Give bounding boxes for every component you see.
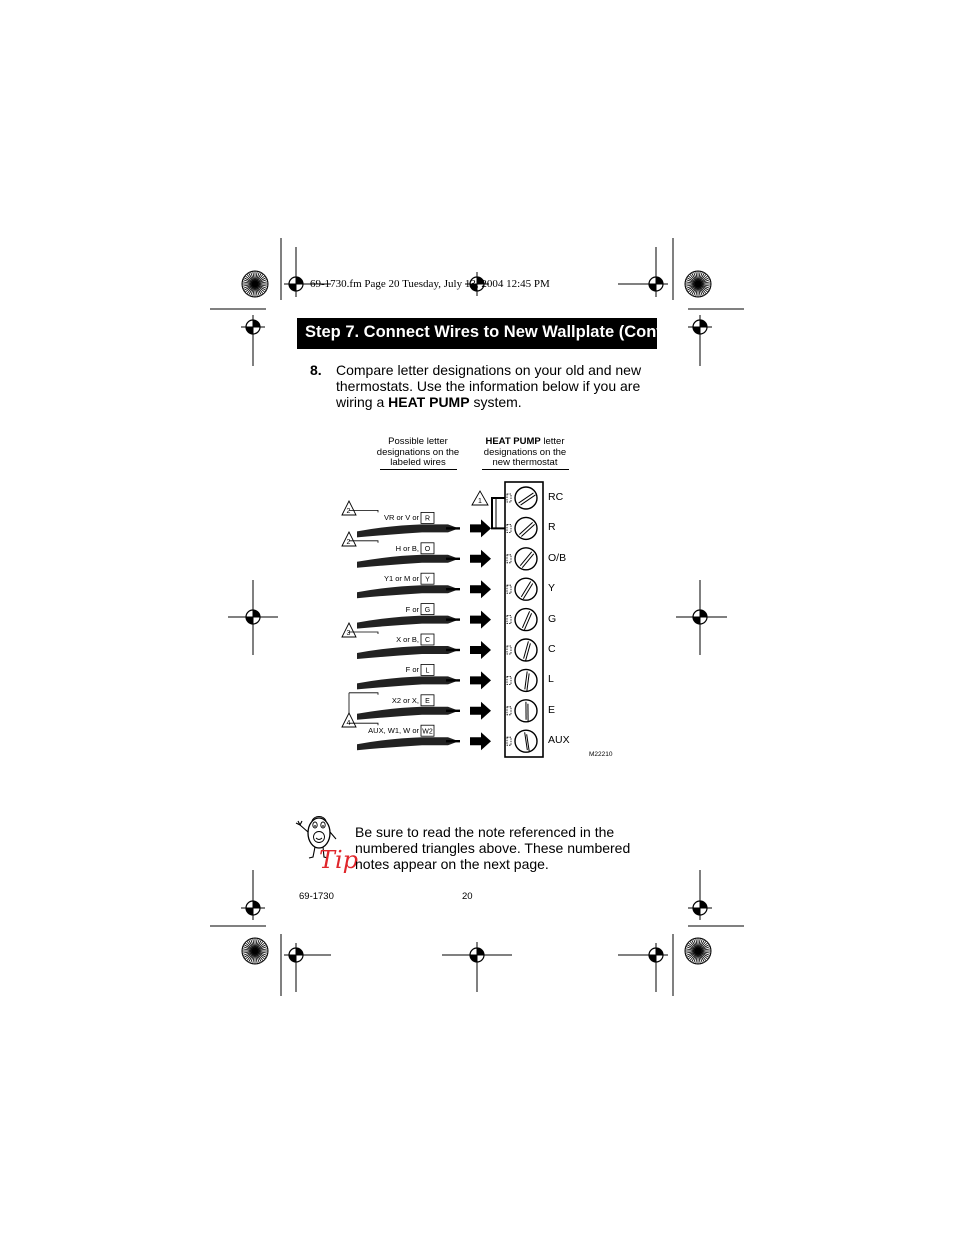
figure-id: M22210 (589, 751, 613, 758)
tip-text: Be sure to read the note referenced in the numbered triangles above. These numbered notes appear on the next page. (355, 824, 631, 872)
terminal-screw (515, 730, 537, 752)
terminal-screw (515, 487, 537, 509)
wire-label: AUX, W1, W or (368, 726, 419, 736)
terminal-label: AUX (548, 734, 570, 747)
wire-tag: W2 (422, 728, 433, 736)
note-triangle (342, 532, 356, 546)
wire-label: X2 or X, (391, 695, 419, 705)
wire (357, 707, 456, 720)
note-triangle (342, 713, 356, 727)
terminal-screw (515, 578, 537, 600)
wire-label: VR or V or (383, 513, 419, 523)
wire (357, 676, 456, 689)
wire-arrow (470, 580, 491, 598)
wire (357, 555, 456, 568)
terminal-screw (515, 669, 537, 691)
wire (357, 616, 456, 629)
wire-label: X or B, (396, 635, 419, 644)
wire-arrow (470, 611, 491, 629)
note-triangle-1-number: 1 (478, 498, 482, 505)
note-triangle-number: 4 (346, 720, 351, 727)
header-right-bold: HEAT PUMP (485, 436, 541, 447)
wire-arrow (470, 702, 491, 720)
note-leader (349, 693, 378, 713)
wire (357, 585, 456, 598)
note-triangle-1 (472, 491, 488, 505)
note-leader (349, 501, 378, 512)
terminal-label: Y (548, 582, 556, 595)
wire-tag: E (425, 698, 430, 705)
wire-arrow (470, 641, 491, 659)
terminal-screw (515, 517, 537, 539)
terminal-label: C (548, 643, 556, 655)
wire-label: Y1 or M or (383, 574, 419, 584)
header-right-rest: letter designations on the new thermostat (483, 436, 567, 468)
step-text-before: Compare letter designations on your old and new thermostats. Use the information below if you are wiring a (336, 362, 642, 410)
wire (357, 646, 456, 659)
wire (357, 737, 456, 750)
note-triangle-number: 3 (346, 630, 351, 637)
wire-tag: R (424, 515, 431, 523)
footer-page-number: 20 (462, 891, 473, 902)
wire-arrow (470, 550, 491, 568)
terminal-label: G (548, 612, 557, 625)
section-title: Step 7. Connect Wires to New Wallplate (Cont) (305, 323, 668, 341)
wire-tag: L (425, 667, 430, 675)
terminal-screw (515, 609, 537, 631)
terminal-screw (515, 700, 537, 722)
wire (357, 524, 456, 537)
note-triangle (342, 501, 356, 515)
step-text-bold: HEAT PUMP (388, 394, 470, 410)
wire-label: F or (405, 665, 419, 675)
wire-tag: G (424, 606, 431, 614)
footer-doc-code: 69-1730 (299, 891, 334, 902)
terminal-label: R (548, 521, 556, 534)
terminal-screw (515, 548, 537, 570)
diagram-header-left: Possible letter designations on the labeled wires (376, 436, 460, 468)
note-triangle (342, 623, 356, 637)
wire-arrow (470, 671, 491, 689)
tip-badge (318, 846, 359, 874)
rc-r-jumper (492, 498, 505, 528)
wire-arrow (470, 732, 491, 750)
step-text-after: system. (469, 394, 522, 410)
step-number: 8. (310, 362, 322, 378)
wire-tag: Y (425, 576, 430, 584)
terminal-label: O/B (548, 551, 567, 564)
note-triangle-number: 2 (346, 539, 351, 546)
tip-badge-text: Tip (319, 846, 359, 874)
file-info: 69-1730.fm Page 20 Tuesday, July 13, 2004 12:45 PM (310, 278, 550, 290)
wire-label: F or (405, 604, 419, 614)
terminal-label: L (548, 673, 554, 686)
terminal-label: E (548, 703, 556, 716)
wire-tag: O (424, 546, 431, 553)
terminal-label: RC (548, 491, 564, 503)
wire-tag: C (424, 637, 431, 645)
note-triangle-number: 2 (346, 508, 351, 515)
terminal-screw (515, 639, 537, 661)
wire-arrow (470, 519, 491, 537)
wire-label: H or B, (395, 543, 419, 553)
